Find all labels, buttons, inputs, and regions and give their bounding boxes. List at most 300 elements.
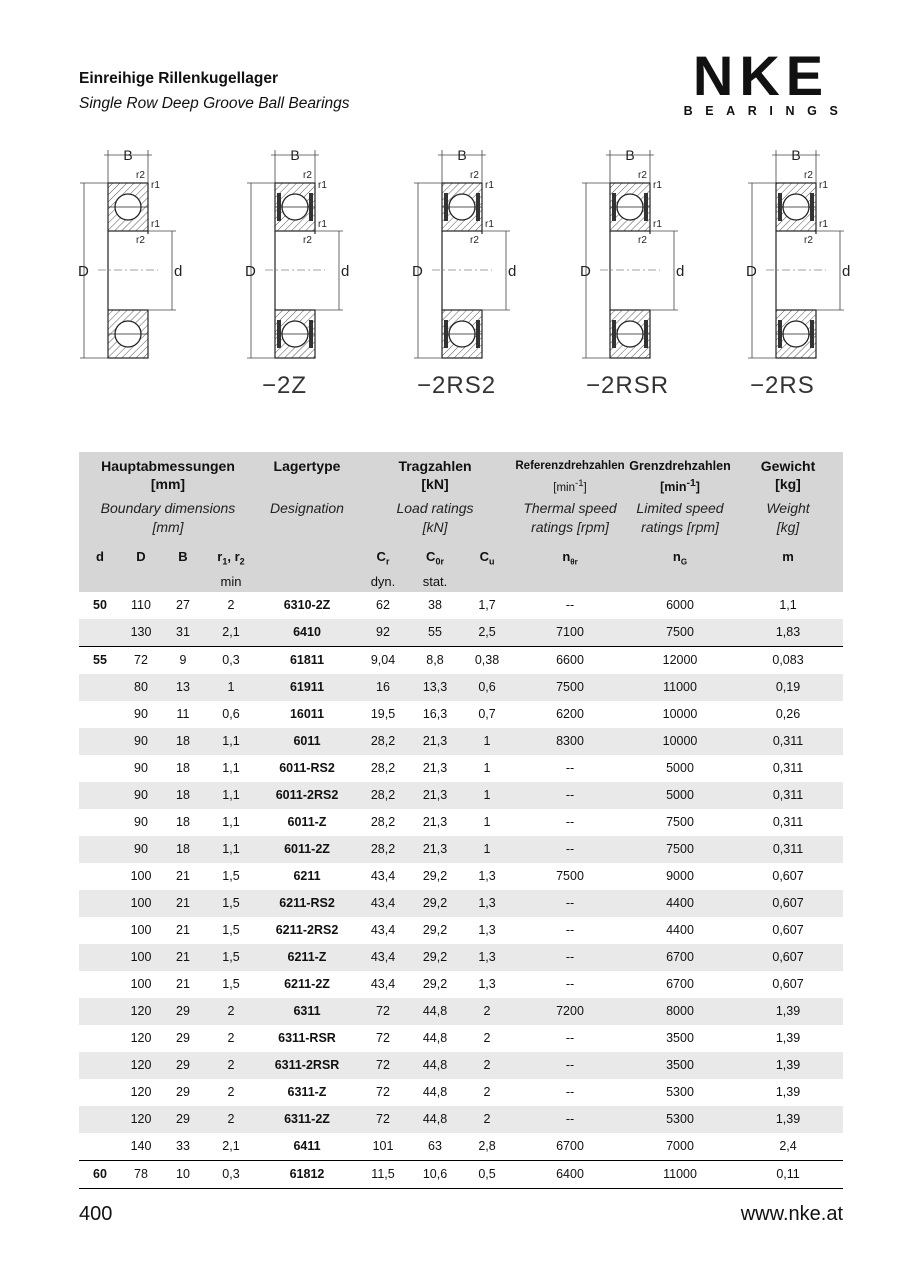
cell-ng: 5000	[627, 782, 733, 809]
cell-D: 120	[121, 998, 161, 1025]
cell-c0r: 44,8	[422, 1031, 448, 1046]
cell-D: 90	[121, 728, 161, 755]
page-title-english: Single Row Deep Groove Ball Bearings	[79, 95, 350, 112]
table-row	[79, 592, 843, 619]
cell-ntr: --	[565, 977, 575, 992]
cell-r: 1,5	[205, 944, 257, 971]
cell-ntr: 6700	[556, 1139, 584, 1154]
cell-cr: 43,4	[357, 890, 409, 917]
cell-ntr: --	[565, 598, 575, 613]
cell-d	[79, 917, 121, 944]
cell-cr: 92	[357, 619, 409, 647]
cell-B: 21	[176, 977, 190, 992]
cell-ntr: 7100	[513, 619, 627, 647]
cell-type: 6211-2RS2	[275, 923, 339, 938]
cell-cu: 1	[461, 836, 513, 863]
cell-c0r: 8,8	[409, 646, 461, 674]
cell-B: 29	[176, 1031, 190, 1046]
cell-cu: 2,8	[478, 1139, 496, 1154]
table-row	[79, 944, 843, 971]
header-load-en: Load ratings [kN]	[357, 499, 513, 547]
cell-type: 6011-RS2	[279, 761, 335, 776]
cell-c0r: 10,6	[409, 1160, 461, 1188]
cell-m: 0,19	[733, 674, 843, 701]
cell-cr: 43,4	[370, 923, 396, 938]
svg-text:r1: r1	[485, 180, 494, 191]
cell-d: 50	[93, 598, 107, 613]
cell-B: 13	[161, 674, 205, 701]
table-body	[79, 592, 843, 1189]
svg-text:r1: r1	[318, 180, 327, 191]
header-limit-en: Limited speed ratings [rpm]	[627, 499, 733, 547]
header-designation-en: Designation	[257, 499, 357, 547]
cell-ng: 4400	[666, 923, 694, 938]
cell-D: 90	[121, 782, 161, 809]
svg-text:r1: r1	[819, 180, 828, 191]
cell-type: 6311-2RSR	[257, 1052, 357, 1079]
cell-d	[79, 619, 121, 647]
cell-d	[79, 863, 121, 890]
cell-d	[79, 971, 121, 998]
cell-ng: 7500	[627, 619, 733, 647]
cell-r: 1,1	[205, 782, 257, 809]
table-row	[79, 701, 843, 728]
table-row	[79, 1052, 843, 1079]
header-weight-en: Weight [kg]	[733, 499, 843, 547]
cell-ntr: --	[513, 1052, 627, 1079]
cell-ng: 10000	[627, 728, 733, 755]
logo-tagline: BEARINGS	[683, 104, 851, 118]
svg-text:r2: r2	[804, 170, 813, 181]
header-thermal: Referenzdrehzahlen $[\min^{-1}]$	[513, 452, 627, 499]
cell-cr: 28,2	[357, 728, 409, 755]
svg-text:D: D	[245, 263, 256, 280]
cell-m: 0,607	[733, 944, 843, 971]
cell-B: 27	[176, 598, 190, 613]
cell-cr: 19,5	[370, 707, 396, 722]
table-row	[79, 728, 843, 755]
cell-ntr: --	[565, 1085, 575, 1100]
cell-d	[79, 1106, 121, 1133]
col-B: B	[161, 547, 205, 592]
cell-d	[79, 728, 121, 755]
cell-m: 0,311	[733, 836, 843, 863]
cell-B: 21	[176, 923, 190, 938]
cell-type: 6211	[293, 869, 321, 884]
svg-text:r1: r1	[151, 180, 160, 191]
cell-D: 100	[130, 923, 152, 938]
cell-c0r: 29,2	[422, 869, 448, 884]
cell-ng: 3500	[627, 1052, 733, 1079]
table-row	[79, 782, 843, 809]
table-row	[79, 755, 843, 782]
cell-c0r: 21,3	[409, 782, 461, 809]
table-row	[79, 809, 843, 836]
cell-d	[79, 944, 121, 971]
cell-m: 1,39	[733, 1106, 843, 1133]
cell-m: 1,39	[775, 1085, 801, 1100]
cell-D: 100	[121, 944, 161, 971]
cell-c0r: 21,3	[409, 836, 461, 863]
svg-text:d: d	[508, 263, 517, 280]
variant-label: −2RS2	[417, 372, 497, 399]
cell-ng: 7000	[666, 1139, 694, 1154]
cell-d: 60	[79, 1160, 121, 1188]
cell-B: 18	[161, 782, 205, 809]
cell-cr: 11,5	[357, 1160, 409, 1188]
cell-d	[79, 674, 121, 701]
col-d: d	[79, 547, 121, 592]
cell-m: 0,083	[733, 646, 843, 674]
cell-cu: 1,3	[461, 944, 513, 971]
cell-c0r: 21,3	[422, 761, 448, 776]
cell-cr: 43,4	[370, 869, 396, 884]
cell-cu: 2	[461, 998, 513, 1025]
cell-d	[79, 836, 121, 863]
svg-text:B: B	[290, 147, 300, 163]
cell-c0r: 13,3	[409, 674, 461, 701]
cell-d: 55	[79, 646, 121, 674]
cell-r: 1,5	[222, 977, 240, 992]
cell-B: 18	[176, 815, 190, 830]
cell-cr: 72	[357, 1106, 409, 1133]
table-row	[79, 674, 843, 701]
cell-B: 21	[161, 890, 205, 917]
cell-cr: 9,04	[357, 646, 409, 674]
cell-ntr: --	[513, 782, 627, 809]
cell-ng: 6700	[666, 977, 694, 992]
cell-type: 6011-2Z	[257, 836, 357, 863]
svg-text:r2: r2	[136, 170, 145, 181]
cell-d	[79, 890, 121, 917]
cell-m: 0,311	[772, 761, 804, 776]
cell-D: 120	[121, 1052, 161, 1079]
cell-cr: 28,2	[357, 836, 409, 863]
cell-ng: 8000	[627, 998, 733, 1025]
cell-B: 18	[161, 836, 205, 863]
svg-text:r2: r2	[638, 235, 647, 246]
cell-B: 21	[176, 869, 190, 884]
cell-D: 110	[131, 598, 151, 613]
svg-text:B: B	[123, 147, 133, 163]
table-row	[79, 863, 843, 890]
cell-cu: 1	[483, 761, 491, 776]
cell-cu: 1	[461, 782, 513, 809]
cell-cu: 0,7	[478, 707, 496, 722]
cell-D: 90	[121, 836, 161, 863]
cell-r: 1,1	[222, 815, 240, 830]
cell-ng: 5300	[666, 1085, 694, 1100]
cell-ng: 9000	[666, 869, 694, 884]
svg-text:r1: r1	[485, 219, 494, 230]
header-designation: Lagertype	[257, 452, 357, 499]
table-row	[79, 1133, 843, 1161]
bearing-spec-table	[79, 452, 843, 1189]
header-load: Tragzahlen [kN]	[357, 452, 513, 499]
table-row	[79, 971, 843, 998]
cell-cu: 2	[483, 1085, 491, 1100]
bearing-drawing	[412, 147, 516, 358]
cell-ntr: --	[513, 836, 627, 863]
page-title-german: Einreihige Rillenkugellager	[79, 70, 278, 87]
col-ntr: $n_{\theta r}$	[513, 547, 627, 592]
svg-text:B: B	[791, 147, 801, 163]
cell-r: 2	[227, 1085, 235, 1100]
table-row	[79, 646, 843, 674]
cell-m: 0,311	[733, 782, 843, 809]
svg-text:d: d	[842, 263, 851, 280]
cell-c0r: 16,3	[422, 707, 448, 722]
cell-c0r: 29,2	[422, 923, 448, 938]
bearing-drawing	[78, 147, 182, 358]
cell-D: 90	[134, 707, 148, 722]
cell-cu: 1	[483, 815, 491, 830]
cell-type: 6410	[257, 619, 357, 647]
cell-ntr: --	[513, 890, 627, 917]
cell-r: 1,5	[222, 923, 240, 938]
cell-r: 2,1	[205, 619, 257, 647]
col-D: D	[121, 547, 161, 592]
cell-ng: 5300	[627, 1106, 733, 1133]
cell-r: 0,6	[222, 707, 240, 722]
cell-d	[79, 755, 121, 782]
cell-cr: 43,4	[370, 977, 396, 992]
cell-m: 1,1	[779, 598, 797, 613]
cell-D: 100	[130, 977, 152, 992]
cell-ng: 6000	[666, 598, 694, 613]
bearing-drawings	[0, 140, 900, 410]
cell-ng: 4400	[627, 890, 733, 917]
svg-text:B: B	[457, 147, 467, 163]
cell-r: 0,3	[205, 646, 257, 674]
cell-B: 31	[161, 619, 205, 647]
svg-text:r2: r2	[470, 170, 479, 181]
svg-text:r2: r2	[804, 235, 813, 246]
header-thermal-en: Thermal speed ratings [rpm]	[513, 499, 627, 547]
cell-cu: 1,3	[478, 869, 496, 884]
cell-d	[79, 1079, 121, 1106]
svg-text:B: B	[625, 147, 635, 163]
cell-D: 120	[121, 1106, 161, 1133]
header-boundary-en: Boundary dimensions [mm]	[79, 499, 257, 547]
page-number: 400	[79, 1203, 113, 1225]
cell-B: 18	[161, 728, 205, 755]
cell-c0r: 44,8	[409, 998, 461, 1025]
cell-cu: 2	[483, 1031, 491, 1046]
cell-ntr: 7500	[513, 674, 627, 701]
cell-cr: 101	[372, 1139, 394, 1154]
cell-d	[79, 809, 121, 836]
cell-cr: 72	[376, 1085, 390, 1100]
cell-r: 1,1	[222, 761, 240, 776]
svg-text:r2: r2	[303, 170, 312, 181]
cell-D: 80	[121, 674, 161, 701]
cell-r: 2	[205, 1106, 257, 1133]
cell-m: 0,607	[772, 977, 804, 992]
cell-cu: 1,3	[478, 923, 496, 938]
cell-type: 61811	[257, 646, 357, 674]
cell-c0r: 21,3	[409, 728, 461, 755]
cell-m: 1,39	[775, 1031, 801, 1046]
cell-m: 1,39	[733, 998, 843, 1025]
cell-B: 29	[161, 998, 205, 1025]
cell-r: 1,5	[205, 890, 257, 917]
svg-text:r1: r1	[653, 219, 662, 230]
col-ng: $n_G$	[627, 547, 733, 592]
cell-type: 6311-RSR	[278, 1031, 336, 1046]
cell-cu: 1	[461, 728, 513, 755]
cell-d	[79, 1025, 121, 1052]
table-row	[79, 1079, 843, 1106]
svg-text:D: D	[78, 263, 89, 280]
cell-D: 100	[130, 869, 152, 884]
cell-m: 0,607	[733, 890, 843, 917]
cell-B: 29	[161, 1106, 205, 1133]
svg-text:r1: r1	[819, 219, 828, 230]
cell-ntr: 8300	[513, 728, 627, 755]
cell-ng: 11000	[627, 674, 733, 701]
cell-m: 0,311	[772, 815, 804, 830]
logo-wordmark: NKE	[692, 44, 830, 107]
cell-c0r: 29,2	[409, 890, 461, 917]
header-boundary: Hauptabmessungen [mm]	[79, 452, 257, 499]
cell-B: 29	[161, 1052, 205, 1079]
table-row	[79, 619, 843, 647]
cell-ng: 5000	[666, 761, 694, 776]
cell-r: 2,1	[222, 1139, 240, 1154]
cell-m: 0,26	[775, 707, 801, 722]
variant-label: −2Z	[262, 372, 308, 399]
cell-type: 61812	[257, 1160, 357, 1188]
cell-D: 72	[121, 646, 161, 674]
cell-r: 2	[227, 598, 235, 613]
cell-ng: 7500	[627, 836, 733, 863]
cell-r: 1,1	[205, 836, 257, 863]
cell-ng: 3500	[666, 1031, 694, 1046]
svg-text:D: D	[746, 263, 757, 280]
cell-B: 11	[176, 707, 190, 722]
cell-m: 0,311	[733, 728, 843, 755]
cell-B: 33	[176, 1139, 190, 1154]
bearing-drawing	[580, 147, 684, 358]
col-m: m	[733, 547, 843, 592]
cell-D: 90	[134, 761, 148, 776]
cell-B: 10	[161, 1160, 205, 1188]
cell-B: 9	[161, 646, 205, 674]
cell-m: 1,39	[733, 1052, 843, 1079]
cell-r: 1,1	[205, 728, 257, 755]
cell-type: 6211-2Z	[284, 977, 330, 992]
cell-D: 120	[130, 1085, 152, 1100]
svg-text:d: d	[676, 263, 685, 280]
cell-d	[79, 701, 121, 728]
table-row	[79, 1106, 843, 1133]
cell-ng: 6700	[627, 944, 733, 971]
cell-type: 6011-2RS2	[257, 782, 357, 809]
bearing-drawing	[245, 147, 349, 358]
cell-type: 6311	[257, 998, 357, 1025]
cell-ntr: 6200	[556, 707, 584, 722]
cell-cu: 1,7	[478, 598, 496, 613]
cell-ng: 11000	[627, 1160, 733, 1188]
svg-text:d: d	[174, 263, 183, 280]
cell-B: 18	[176, 761, 190, 776]
cell-cu: 2,5	[461, 619, 513, 647]
svg-text:r2: r2	[303, 235, 312, 246]
cell-ntr: 7200	[513, 998, 627, 1025]
website-link[interactable]: www.nke.at	[740, 1203, 843, 1225]
cell-d	[79, 998, 121, 1025]
table-row	[79, 890, 843, 917]
cell-m: 1,83	[733, 619, 843, 647]
cell-r: 2	[205, 1052, 257, 1079]
cell-d	[79, 1052, 121, 1079]
cell-type: 6011	[257, 728, 357, 755]
cell-ntr: 6600	[513, 646, 627, 674]
svg-text:r2: r2	[136, 235, 145, 246]
svg-text:r2: r2	[470, 235, 479, 246]
cell-type: 6311-Z	[287, 1085, 327, 1100]
cell-m: 0,607	[772, 923, 804, 938]
cell-type: 6411	[293, 1139, 321, 1154]
cell-cu: 0,5	[461, 1160, 513, 1188]
cell-cr: 43,4	[357, 944, 409, 971]
cell-type: 6311-2Z	[257, 1106, 357, 1133]
cell-c0r: 38	[428, 598, 442, 613]
cell-ntr: --	[565, 761, 575, 776]
col-cu: $C_u$	[461, 547, 513, 592]
svg-text:r1: r1	[318, 219, 327, 230]
svg-text:r2: r2	[638, 170, 647, 181]
header-limit: Grenzdrehzahlen $[\min^{-1}]$	[627, 452, 733, 499]
cell-ntr: --	[565, 815, 575, 830]
cell-cu: 0,38	[461, 646, 513, 674]
cell-cu: 1,3	[478, 977, 496, 992]
cell-D: 90	[134, 815, 148, 830]
table-row	[79, 998, 843, 1025]
cell-type: 16011	[289, 707, 325, 722]
cell-c0r: 63	[428, 1139, 442, 1154]
cell-r: 2	[227, 1031, 235, 1046]
cell-ntr: --	[565, 1031, 575, 1046]
cell-D: 130	[121, 619, 161, 647]
col-c0r: $C_{0r}$ stat.	[409, 547, 461, 592]
cell-ng: 10000	[662, 707, 698, 722]
cell-type: 6211-RS2	[257, 890, 357, 917]
cell-c0r: 44,8	[422, 1085, 448, 1100]
cell-type: 6211-Z	[257, 944, 357, 971]
cell-r: 1	[205, 674, 257, 701]
table-row	[79, 836, 843, 863]
cell-c0r: 21,3	[422, 815, 448, 830]
col-cr: $C_r$ dyn.	[357, 547, 409, 592]
cell-cu: 2	[461, 1052, 513, 1079]
cell-cr: 28,2	[357, 782, 409, 809]
cell-cr: 72	[376, 1031, 390, 1046]
cell-ntr: --	[513, 944, 627, 971]
cell-D: 140	[130, 1139, 152, 1154]
svg-text:D: D	[412, 263, 423, 280]
cell-type: 61911	[257, 674, 357, 701]
cell-cu: 2	[461, 1106, 513, 1133]
col-r: $r_1$, $r_2$ min	[205, 547, 257, 592]
cell-cr: 16	[357, 674, 409, 701]
cell-cr: 62	[376, 598, 390, 613]
svg-text:r1: r1	[151, 219, 160, 230]
cell-ntr: --	[513, 1106, 627, 1133]
cell-c0r: 29,2	[422, 977, 448, 992]
cell-type: 6011-Z	[287, 815, 327, 830]
